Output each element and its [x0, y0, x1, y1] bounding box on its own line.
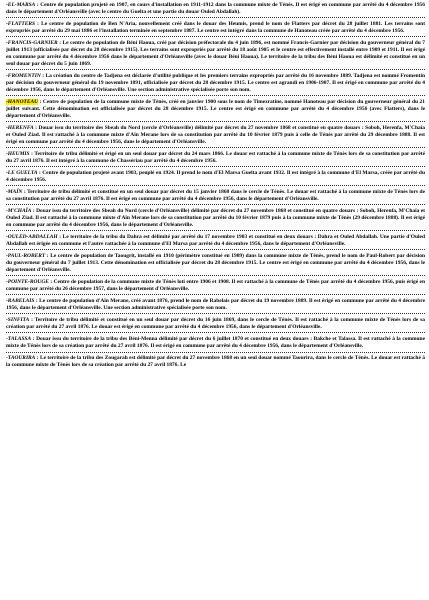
entry-term: -SINFITA — [6, 317, 30, 324]
entry-body: : Le territoire de la tribu du Dahra est délimité par arrêté du 17 novembre 1903 et constitué en deux douars : Dahra et Ouled Abdallah. Une partie d'Ouled Abdallah est érigée en commune et l'autre rattachée à la commune d'El Marsa par arrêté du 4 décembre 1956, dans le département d'Orléansville. — [6, 234, 425, 248]
entry-term: -FRANCIS-GARNIER — [6, 40, 58, 47]
entry-13 — [6, 279, 425, 293]
entry-term: -HERENFA — [6, 125, 34, 132]
entry-term: -FROMENTIN — [6, 73, 41, 80]
entry-term: -OULED-ABDALLAH — [6, 234, 58, 241]
entry-4 — [6, 73, 425, 94]
entry-separator — [6, 121, 425, 122]
entry-9 — [6, 189, 425, 203]
entry-body: : Territoire de tribu délimité et constitué en un seul douar par décret du 16 juin 1869, dans le cercle de Ténès. Il est rattaché à la commune mixte de Ténès lors de sa création par arrêté du 27 avril 1876. Le douar est érigé en commune par arrêté du 4 décembre 1956, dans le département d'Orléansville. — [6, 317, 425, 331]
entry-term: -RABELAIS — [6, 298, 35, 305]
entry-8 — [6, 170, 425, 184]
entry-term: -M'CHAÏA — [6, 208, 32, 215]
entry-body: : Le territoire de la tribu des Zougarah est délimité par décret du 27 novembre 1868 en un seul douar nommé Taourira, dans le cercle de Ténès. Le douar est rattaché à la commune mixte de Ténès lors de sa création par arrêté du 27 avril 1876. Le — [6, 355, 425, 369]
entry-body: : Douar issu du territoire des Sbeah du Nord (cercle d'Orléansville) délimité par décret du 27 novembre 1868 et constitué en quatre douars : Soboh, Herenfa, M'Chaïa et Ouled Ziad. Il est rattaché à la commune mixte d'Aïn Merane lors de sa constitution par arrêté du 10 février 1879 puis à la commune mixte de Ténès (29 décembre 1888). Il est érigé en commune par arrêté du 4 décembre 1956, dans le département d'Orléansville. — [6, 208, 425, 229]
entry-12 — [6, 253, 425, 274]
document-page — [6, 2, 425, 598]
entry-separator — [6, 249, 425, 250]
entry-body: : La création du centre de Tadjena est déclarée d'utilité publique et les premiers terrains expropriés par arrêté du 16 novembre 1889. Tadjena est nommé Fromentin par décision du gouverneur général du 19 novembre 1891, officialisée par décret du 28 décembre 1915. Le centre est agrandi en 1906-1907. Il est érigé en commune par arrêté du 4 décembre 1956, dans le département d'Orléansville. Une section administrative spécialisée porte son nom. — [6, 73, 425, 93]
entry-term: -HANOTEAU — [6, 99, 39, 106]
entry-term: -POINTE-ROUGE — [6, 279, 49, 286]
entry-body: : Le centre de population d'Aïn Merane, créé avant 1876, prend le nom de Rabelais par décret du 19 novembre 1889. Il est érigé en commune par arrêté du 4 décembre 1956, dans le département d'Orléansville. Une section administrative spécialisée porte son nom. — [6, 298, 425, 312]
entry-term: -MAÏN — [6, 189, 23, 196]
entry-16 — [6, 336, 425, 350]
entry-body: : Douar issu du territoire de la tribu des Béni-Menna délimité par décret du 6 juillet 1870 et constitué en deux douars : Bakche et Talassa. Il est rattaché à la commune mixte de Ténès lors de sa création par arrêté du 27 avril 1876. Il est érigé en commune par arrêté du 4 décembre 1956, dans le département d'Orléansville. — [6, 336, 425, 350]
entry-body: : Centre de population projeté en 1907, en cours d'installation en 1911-1912 dans la commune mixte de Ténès. Il est érigé en commune par arrêté du 4 décembre 1956 dans le département d'Orléansville (avec le centre du Guelta et une partie du douar Ouled Abdallah). — [6, 2, 425, 15]
entry-body: : Le centre de population de Ben N'Aria, nouvellement créé dans le douar des Heumis, prend le nom de Flatters par décret du 28 juillet 1881. Les terrains sont expropriés par arrêté du 29 mai 1886 et l'installation terminée en septembre 1887. Le centre est intégré dans la commune de Hanoteau créée par arrêté du 4 décembre 1956. — [6, 21, 425, 34]
entry-separator — [6, 294, 425, 295]
entry-15 — [6, 317, 425, 331]
entry-separator — [6, 332, 425, 333]
entry-6 — [6, 125, 425, 146]
entry-7 — [6, 151, 425, 165]
entry-separator — [6, 166, 425, 167]
entry-body: : Le centre de population de Béni Haoua, créé par décision préfectorale du 4 juin 1896, est nommé Francis-Garnier par décision du gouverneur général du 7 juillet 1913 (officialisée par décret du 28 décembre 1915). Les terrains sont expropriés par arrêté du 18 août 1905 et le centre est effectivement installé entre 1909 et 1911. Il est érigé en commune par arrêté du 4 décembre 1956 dans le département d'Orléansville (avec le douar Béni Haoua). Le territoire de la tribu des Béni Haoua est délimité et constitué en un seul douar par décret du 5 juin 1869. — [6, 40, 425, 67]
entry-17 — [6, 355, 425, 369]
entry-body: : Centre de population de la commune mixte de Ténès loti entre 1906 et 1908. Il est rattaché à la commune de Ténès par arrêté du 4 décembre 1956, puis érigé en commune par arrêté du 26 décembre 1957, dans le département d'Orléansville. — [6, 279, 425, 293]
entry-separator — [6, 352, 425, 353]
entry-separator — [6, 185, 425, 186]
entry-11 — [6, 234, 425, 248]
entry-term: -HEUMIS — [6, 151, 30, 158]
entry-3 — [6, 40, 425, 68]
entry-separator — [6, 275, 425, 276]
entry-body: : Territoire de tribu délimité et érigé en un seul douar par décret du 24 mars 1866. Le douar est rattaché à la commune mixte de Ténès lors de sa constitution par arrêté du 27 avril 1876. Il est intégré à la commune de Chassériau par arrêté du 4 décembre 1956. — [6, 151, 425, 164]
entry-separator — [6, 95, 425, 96]
entry-separator — [6, 313, 425, 314]
entry-separator — [6, 147, 425, 148]
entry-term: -EL-MARSA — [6, 2, 36, 8]
entry-separator — [6, 69, 425, 70]
entry-term: -PAUL-ROBERT — [6, 253, 46, 260]
entry-term: -FLATTERS — [6, 21, 36, 28]
entry-separator — [6, 230, 425, 231]
entry-2 — [6, 21, 425, 35]
entry-14 — [6, 298, 425, 312]
entry-body: : Territoire de tribu délimité et constitué en un seul douar par décret du 15 janvier 1868 dans le cercle de Ténès. Le douar est rattaché à la commune mixte de Ténès lors de sa constitution par arrêté du 27 avril 1876. Il est érigé en commune par arrêté du 4 décembre 1956, dans le département d'Orléansville. — [6, 189, 425, 203]
entry-body: : Centre de population de la commune mixte de Ténès, créé en janvier 1900 sous le nom de Timezratine, nommé Hanoteau par décision du gouverneur général du 21 juillet suivant. Cette dénomination est officialisée par décret du 28 décembre 1915. Le centre est érigé en commune par arrêté du 4 décembre 1956 (avec Flatters), dans le département d'Orléansville. — [6, 99, 425, 119]
entry-body: : Centre de population projeté avant 1903, peuplé en 1924. Il prend le nom d'El Marsa Guelta avant 1932. Il est intégré à la commune d'El Marsa, créée par arrêté du 4 décembre 1956. — [6, 170, 425, 184]
entry-10 — [6, 208, 425, 229]
entry-term: -TALASSA — [6, 336, 32, 343]
entry-body: : Douar issu du territoire des Sbeah du Nord (cercle d'Orléansville) délimité par décret du 27 novembre 1868 et constitué en quatre douars : Soboh, Herenfa, M'Chaïa et Ouled Ziad. Il est rattaché à la commune mixte d'Aïn Merane lors de sa constitution par arrêté du 10 février 1879 puis à celle de Ténès par arrêté du 29 décembre 1888. Il est érigé en commune par arrêté du 4 décembre 1956, dans le département d'Orléansville. — [6, 125, 425, 145]
entry-term: -LE GUELTA — [6, 170, 38, 177]
entry-separator — [6, 17, 425, 18]
entry-5 — [6, 99, 425, 120]
entry-separator — [6, 204, 425, 205]
entry-1 — [6, 2, 425, 16]
entry-separator — [6, 36, 425, 37]
entry-term: -TAOURIRA — [6, 355, 36, 362]
entry-body: : Le centre de population de Taougrit, installé en 1910 (périmètre constitué en 1909) dans la commune mixte de Ténès, prend le nom de Paul-Robert par décision du gouverneur général du 7 juillet 1913. Cette dénomination est officialisée par décret du 28 décembre 1915. Le centre est érigé en commune par arrêté du 4 décembre 1956, dans le département d'Orléansville. — [6, 253, 425, 274]
